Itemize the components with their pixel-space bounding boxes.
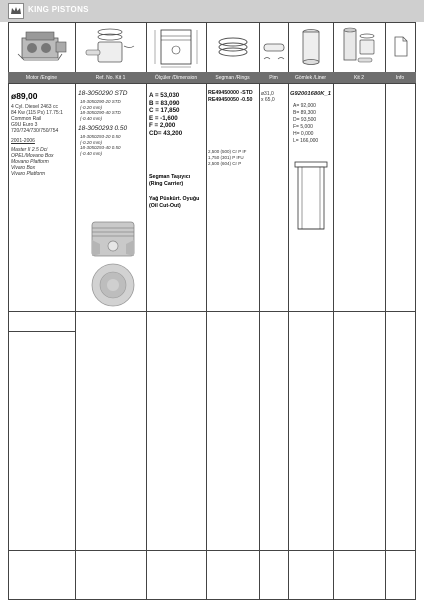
dimension-row: C = 17,850 bbox=[149, 107, 180, 114]
top-bar bbox=[0, 0, 424, 22]
header-rings: Segman /Rings bbox=[215, 75, 250, 81]
header-liner: Gömlek /Liner bbox=[294, 75, 327, 81]
liner-dim: H= 0,000 bbox=[293, 131, 314, 137]
kit1-os-subs bbox=[80, 134, 121, 156]
piston-dimension-drawing bbox=[149, 24, 204, 70]
ring-code: RE49450050 -0.50 bbox=[208, 97, 253, 103]
liner-code: G92001680K_1 bbox=[290, 91, 331, 97]
ring-codes bbox=[208, 90, 253, 104]
engine-years: 2001-2006 bbox=[11, 138, 35, 144]
engine-image bbox=[12, 24, 72, 70]
ring-carrier-label bbox=[149, 174, 190, 188]
dimension-row: CD= 43,200 bbox=[149, 129, 183, 137]
header-kit1: Ref. No. Kit 1 bbox=[95, 75, 126, 81]
engine-specs bbox=[11, 104, 74, 134]
kit1-std-subs bbox=[80, 99, 121, 121]
pin-dimensions bbox=[261, 91, 275, 103]
full-kit-icon bbox=[336, 24, 382, 70]
engine-model: Vivaro Box bbox=[11, 165, 36, 171]
engine-model: Vivaro Platform bbox=[11, 171, 46, 177]
liner-drawing bbox=[292, 160, 330, 239]
engine-spec-line: Common Rail bbox=[11, 116, 42, 122]
liner-dim: F= 5,000 bbox=[293, 124, 313, 130]
kit1-os-code: 18-3050293 0.50 bbox=[78, 125, 128, 132]
kit1-sub: 18-3050290-40 STD bbox=[80, 110, 121, 115]
piston-rings-icon bbox=[210, 24, 256, 70]
engine-spec-line: G9U Euro 3 bbox=[11, 122, 38, 128]
kit1-sub: (-0.40 mm) bbox=[80, 115, 103, 121]
kit1-sub: 18-3050290-20 STD bbox=[80, 99, 121, 104]
crown-logo-icon bbox=[8, 3, 24, 19]
ring-sizes bbox=[208, 149, 246, 167]
piston-pin-icon bbox=[261, 24, 287, 70]
liner-dimensions bbox=[293, 103, 318, 145]
kit1-sub: (-0.20 mm) bbox=[80, 104, 103, 110]
engine-spec-line: 720/724/730/750/754 bbox=[11, 128, 59, 134]
engine-diameter: ø89,00 bbox=[11, 91, 38, 101]
pin-line: ø31,0 bbox=[261, 91, 274, 97]
ring-carrier-line: (Ring Carrier) bbox=[149, 181, 184, 187]
engine-model: OPEL/Movano Box bbox=[11, 153, 54, 159]
header-dimensions: Ölçüler /Dimension bbox=[154, 75, 198, 81]
kit1-sub: (-0.40 mm) bbox=[80, 150, 103, 156]
header-kit2: Kit 2 bbox=[353, 75, 364, 81]
oil-cutout-label bbox=[149, 196, 199, 210]
dimension-row: A = 53,030 bbox=[149, 92, 180, 99]
piston-kit-icon bbox=[80, 24, 142, 70]
liner-dim: D= 93,500 bbox=[293, 117, 317, 123]
header-info: Info bbox=[395, 75, 405, 81]
kit1-sub: 18-3050293-40 0.50 bbox=[80, 145, 121, 150]
dimension-row: B = 83,090 bbox=[149, 99, 180, 107]
engine-spec-line: 84 Kw (115 Ps) 17.75:1 bbox=[11, 110, 63, 116]
oil-cutout-line: Yağ Püskürt. Oyuğu bbox=[149, 196, 200, 202]
dimension-row: E = -1,600 bbox=[149, 114, 178, 122]
engine-models bbox=[11, 147, 74, 177]
brand-name: KING PISTONS bbox=[28, 5, 89, 14]
oil-cutout-line: (Oil Cut-Out) bbox=[149, 203, 181, 209]
header-engine: Motor /Engine bbox=[25, 75, 58, 81]
kit1-sub: (-0.20 mm) bbox=[80, 139, 103, 145]
cylinder-liner-icon bbox=[293, 24, 329, 70]
ring-size: 1,750 (301) P IFU bbox=[208, 155, 244, 160]
pin-line: x 65,0 bbox=[261, 97, 275, 103]
liner-dim: L= 166,000 bbox=[293, 138, 319, 144]
piston-top-image bbox=[90, 262, 136, 313]
ring-code: RE49450000 -STD bbox=[208, 90, 253, 96]
kit1-sub: 18-3050293-20 0.50 bbox=[80, 134, 121, 139]
ring-carrier-line: Segman Taşıyıcı bbox=[149, 174, 191, 180]
piston-side-image bbox=[88, 220, 138, 263]
engine-model: Movano Platform bbox=[11, 159, 49, 165]
dimension-values bbox=[149, 92, 205, 137]
catalog-table bbox=[8, 22, 416, 600]
kit1-std-code: 18-3050290 STD bbox=[78, 90, 128, 97]
header-pin: Pim bbox=[269, 75, 278, 81]
ring-size: 2,500 (500) Cr P IF bbox=[208, 149, 247, 154]
engine-model: Master II 2.5 Dci bbox=[11, 147, 48, 153]
liner-dim: A= 92,000 bbox=[293, 103, 316, 109]
engine-spec-line: 4 Cyl. Diesel 2463 cc bbox=[11, 104, 58, 110]
ring-size: 2,500 (604) Cr P bbox=[208, 161, 242, 166]
dimension-row: F = 2,000 bbox=[149, 122, 176, 129]
liner-dim: B= 89,300 bbox=[293, 110, 316, 116]
document-info-icon bbox=[390, 24, 412, 70]
